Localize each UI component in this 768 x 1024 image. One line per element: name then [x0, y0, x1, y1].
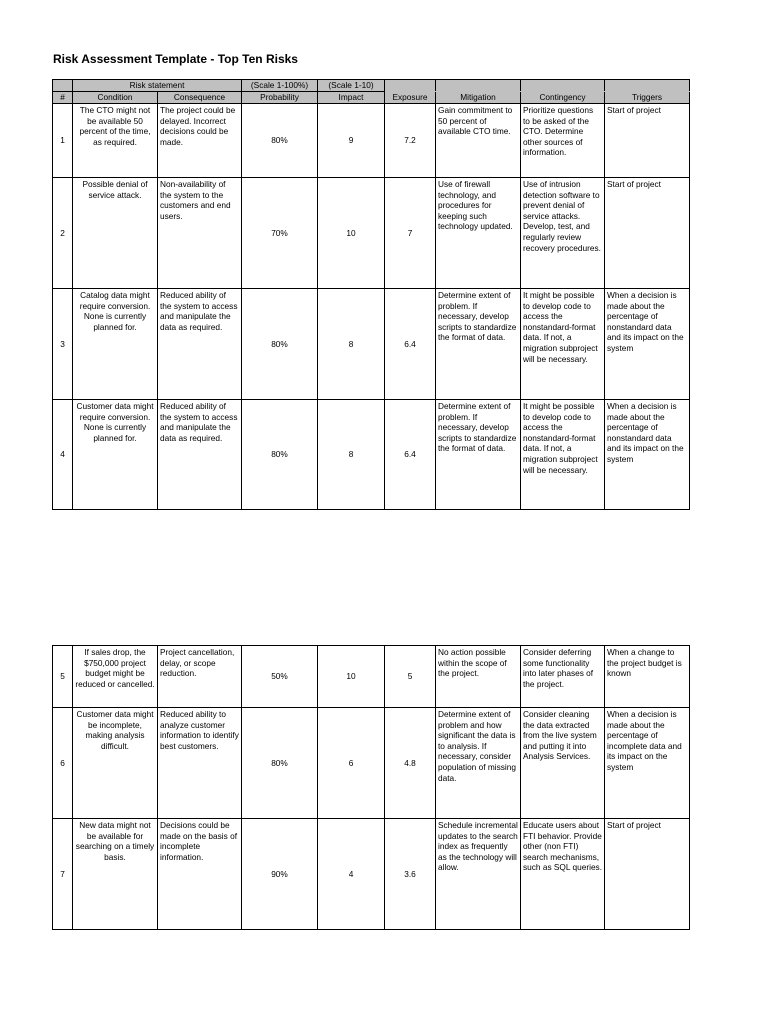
risk-row — [53, 178, 690, 289]
risk-impact: 4 — [318, 819, 385, 930]
risk-exposure: 7 — [385, 178, 436, 289]
header-blank — [605, 80, 690, 92]
risk-consequence: Reduced ability to analyze customer information to identify best customers. — [158, 708, 242, 819]
risk-condition: Customer data might require conversion. None is currently planned for. — [73, 400, 158, 510]
risk-contingency: Consider cleaning the data extracted from the live system and putting it into Analysis Services. — [521, 708, 605, 819]
risk-impact: 6 — [318, 708, 385, 819]
risk-mitigation: Determine extent of problem. If necessary, develop scripts to standardize the format of data. — [436, 289, 521, 400]
risk-impact: 10 — [318, 178, 385, 289]
risk-probability: 80% — [242, 289, 318, 400]
risk-condition: If sales drop, the $750,000 project budget might be reduced or cancelled. — [73, 646, 158, 708]
risk-contingency: It might be possible to develop code to access the nonstandard-format data. If not, a migration subproject will be necessary. — [521, 400, 605, 510]
header-triggers: Triggers — [605, 92, 690, 104]
risk-condition: Catalog data might require conversion. None is currently planned for. — [73, 289, 158, 400]
risk-probability: 90% — [242, 819, 318, 930]
risk-mitigation: Determine extent of problem. If necessary, develop scripts to standardize the format of data. — [436, 400, 521, 510]
risk-exposure: 6.4 — [385, 289, 436, 400]
risk-number: 3 — [53, 289, 73, 400]
header-blank — [521, 80, 605, 92]
risk-row — [53, 289, 690, 400]
header-impact-scale: (Scale 1-10) — [318, 80, 385, 92]
risk-number: 4 — [53, 400, 73, 510]
risk-row — [53, 104, 690, 178]
risk-number: 7 — [53, 819, 73, 930]
risk-triggers: When a decision is made about the percentage of nonstandard data and its impact on the system — [605, 400, 690, 510]
risk-mitigation: Determine extent of problem and how significant the data is to analysis. If necessary, consider population of missing data. — [436, 708, 521, 819]
header-probability: Probability — [242, 92, 318, 104]
risk-probability: 70% — [242, 178, 318, 289]
risk-impact: 10 — [318, 646, 385, 708]
risk-impact: 8 — [318, 400, 385, 510]
risk-contingency: Educate users about FTI behavior. Provide other (non FTI) search mechanisms, such as SQL queries. — [521, 819, 605, 930]
risk-contingency: Use of intrusion detection software to prevent denial of service attacks. Develop, test, and regularly review recovery procedures. — [521, 178, 605, 289]
risk-row — [53, 819, 690, 930]
header-condition: Condition — [73, 92, 158, 104]
risk-consequence: Decisions could be made on the basis of incomplete information. — [158, 819, 242, 930]
risk-mitigation: Schedule incremental updates to the search index as frequently as the technology will allow. — [436, 819, 521, 930]
risk-condition: The CTO might not be available 50 percent of the time, as required. — [73, 104, 158, 178]
header-consequence: Consequence — [158, 92, 242, 104]
risk-exposure: 7.2 — [385, 104, 436, 178]
risk-contingency: Prioritize questions to be asked of the CTO. Determine other sources of information. — [521, 104, 605, 178]
header-num: # — [53, 92, 73, 104]
risk-condition: Customer data might be incomplete, making analysis difficult. — [73, 708, 158, 819]
risk-consequence: Reduced ability of the system to access and manipulate the data as required. — [158, 400, 242, 510]
risk-consequence: Reduced ability of the system to access and manipulate the data as required. — [158, 289, 242, 400]
risk-exposure: 3.6 — [385, 819, 436, 930]
risk-exposure: 6.4 — [385, 400, 436, 510]
risk-triggers: When a decision is made about the percentage of incomplete data and its impact on the system — [605, 708, 690, 819]
risk-impact: 9 — [318, 104, 385, 178]
risk-mitigation: No action possible within the scope of the project. — [436, 646, 521, 708]
risk-table-page-1 — [52, 79, 690, 510]
risk-condition: Possible denial of service attack. — [73, 178, 158, 289]
header-prob-scale: (Scale 1-100%) — [242, 80, 318, 92]
risk-probability: 50% — [242, 646, 318, 708]
header-impact: Impact — [318, 92, 385, 104]
risk-triggers: Start of project — [605, 819, 690, 930]
risk-contingency: Consider deferring some functionality into later phases of the project. — [521, 646, 605, 708]
risk-triggers: Start of project — [605, 178, 690, 289]
risk-row — [53, 646, 690, 708]
risk-number: 2 — [53, 178, 73, 289]
document-title: Risk Assessment Template - Top Ten Risks — [53, 52, 298, 66]
risk-triggers: When a change to the project budget is known — [605, 646, 690, 708]
risk-condition: New data might not be available for searching on a timely basis. — [73, 819, 158, 930]
header-exposure: Exposure — [385, 92, 436, 104]
risk-triggers: Start of project — [605, 104, 690, 178]
risk-exposure: 4.8 — [385, 708, 436, 819]
risk-row — [53, 400, 690, 510]
risk-mitigation: Gain commitment to 50 percent of available CTO time. — [436, 104, 521, 178]
risk-number: 6 — [53, 708, 73, 819]
risk-impact: 8 — [318, 289, 385, 400]
risk-row — [53, 708, 690, 819]
risk-probability: 80% — [242, 104, 318, 178]
risk-consequence: Project cancellation, delay, or scope reduction. — [158, 646, 242, 708]
risk-probability: 80% — [242, 708, 318, 819]
risk-triggers: When a decision is made about the percentage of nonstandard data and its impact on the system — [605, 289, 690, 400]
risk-contingency: It might be possible to develop code to access the nonstandard-format data. If not, a migration subproject will be necessary. — [521, 289, 605, 400]
risk-mitigation: Use of firewall technology, and procedures for keeping such technology updated. — [436, 178, 521, 289]
risk-consequence: The project could be delayed. Incorrect decisions could be made. — [158, 104, 242, 178]
header-blank — [436, 80, 521, 92]
risk-number: 5 — [53, 646, 73, 708]
header-contingency: Contingency — [521, 92, 605, 104]
risk-number: 1 — [53, 104, 73, 178]
risk-exposure: 5 — [385, 646, 436, 708]
header-blank — [53, 80, 73, 92]
risk-consequence: Non-availability of the system to the customers and end users. — [158, 178, 242, 289]
risk-probability: 80% — [242, 400, 318, 510]
header-risk-statement: Risk statement — [73, 80, 242, 92]
risk-table-page-2 — [52, 645, 690, 930]
header-blank — [385, 80, 436, 92]
header-mitigation: Mitigation — [436, 92, 521, 104]
